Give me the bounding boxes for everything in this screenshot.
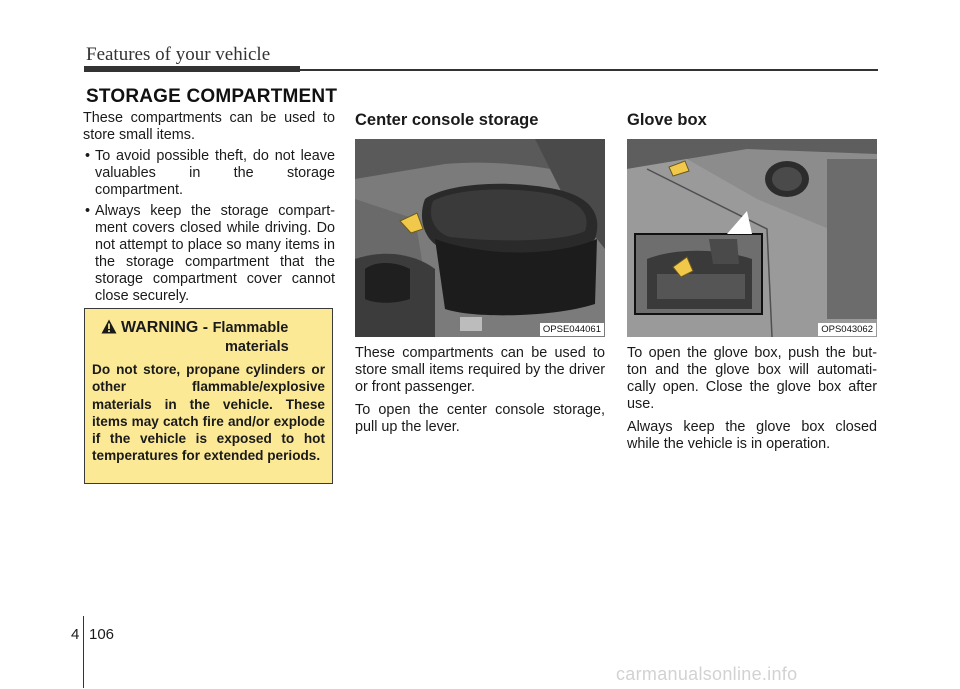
intro-bullet: • Always keep the storage compart- ment covers closed while driving. Do not attempt to place so many items in the storage compartment that the storage compartment cover cannot close securely. <box>83 203 335 305</box>
watermark-text: carmanualsonline.info <box>616 664 798 684</box>
glove-box-paragraph: To open the glove box, push the but- ton and the glove box will automati- cally open. Close the glove box after use. <box>627 345 877 412</box>
warning-box <box>84 308 333 484</box>
header-rule-thin <box>300 69 878 71</box>
intro-text: These compartments can be used to store small items. <box>83 110 335 143</box>
warning-subject-line2: materials <box>225 339 289 355</box>
center-console-text <box>355 345 605 442</box>
intro-column <box>83 110 335 309</box>
intro-bullet-list <box>83 148 335 305</box>
footer-page-number: 106 <box>89 626 115 643</box>
warning-label: WARNING - <box>121 319 209 336</box>
section-title: STORAGE COMPARTMENT <box>86 86 338 107</box>
glove-box-image-code: OPS043062 <box>818 323 876 336</box>
center-console-paragraph: To open the center console storage, pull up the lever. <box>355 402 605 435</box>
footer-chapter-number: 4 <box>71 626 80 643</box>
center-console-illustration <box>355 139 605 337</box>
page-header-title: Features of your vehicle <box>86 44 271 65</box>
center-console-paragraph: These compartments can be used to store small items required by the driver or front passenger. <box>355 345 605 395</box>
glove-box-photo <box>627 139 877 337</box>
warning-subject-line1: Flammable <box>212 320 289 336</box>
warning-triangle-icon <box>101 319 117 334</box>
warning-heading <box>101 319 288 337</box>
center-console-photo <box>355 139 605 337</box>
glove-box-paragraph: Always keep the glove box closed while the vehicle is in operation. <box>627 419 877 452</box>
glove-box-text <box>627 345 877 459</box>
header-rule-thick <box>84 66 300 72</box>
warning-text: Do not store, propane cylinders or other flammable/explosive materials in the vehicle. These items may catch fire and/or explode if the vehicle is exposed to hot temperatures for extended periods. <box>92 362 325 464</box>
glove-box-illustration <box>627 139 877 337</box>
intro-bullet: • To avoid possible theft, do not leave valuables in the storage compartment. <box>83 148 335 199</box>
center-console-image-code: OPSE044061 <box>540 323 604 336</box>
glove-box-title: Glove box <box>627 111 707 129</box>
center-console-title: Center console storage <box>355 111 539 129</box>
footer-divider <box>83 616 84 688</box>
